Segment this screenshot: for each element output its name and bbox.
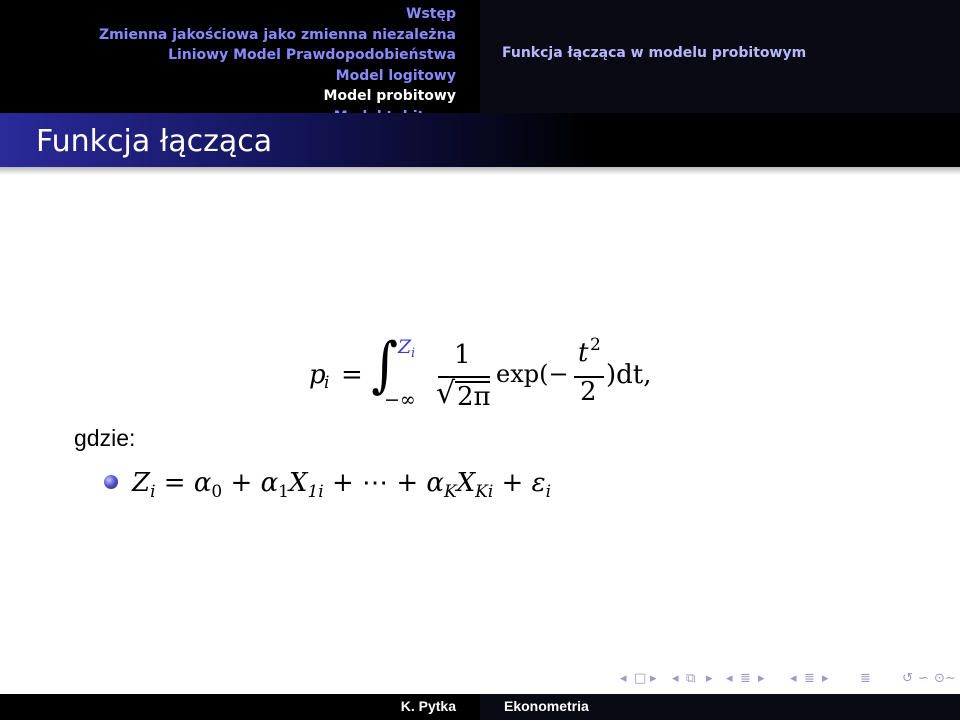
nav-zoom-icon[interactable]: ⊙∼ <box>934 671 956 686</box>
eq-sqrt-sign: √ <box>436 376 456 411</box>
x-1-sub: 1i <box>307 482 324 502</box>
nav-prev-section-icon[interactable]: ◂ <box>726 671 733 686</box>
plus-2: + <box>493 468 532 498</box>
alpha-k: α <box>426 468 444 498</box>
x-k: X <box>456 468 476 498</box>
nav-prev-frame-icon[interactable]: ◂ <box>620 671 627 686</box>
eq-integral-sign: ∫ <box>371 330 398 400</box>
bullet-icon <box>104 475 118 489</box>
eq-lower-limit: −∞ <box>384 389 416 411</box>
eq-lhs-p: p <box>309 360 326 390</box>
nav-section-wstep[interactable]: Wstęp <box>406 6 456 22</box>
x-1: X <box>288 468 308 498</box>
alpha-1: α <box>260 468 279 498</box>
plus-1: + <box>222 468 261 498</box>
eq-upper-limit-sub: i <box>411 346 416 361</box>
z-sub: i <box>150 482 156 502</box>
nav-next-subsection-icon[interactable]: ▸ <box>706 671 713 686</box>
nav-document-icon[interactable]: ≣ <box>804 671 815 686</box>
alpha-0-sub: 0 <box>211 482 223 502</box>
frame-title: Funkcja łącząca <box>36 124 273 159</box>
nav-prev-document-icon[interactable]: ◂ <box>790 671 797 686</box>
nav-section-model-logitowy[interactable]: Model logitowy <box>335 67 456 84</box>
nav-subsection-icon[interactable]: ⧉ <box>686 671 696 686</box>
gdzie-label: gdzie: <box>74 425 136 451</box>
x-k-sub: Ki <box>475 482 494 502</box>
plus-dots-plus: + ⋯ + <box>323 468 427 498</box>
nav-section-zmienna-jakosciowa[interactable]: Zmienna jakościowa jako zmienna niezależna <box>98 26 456 43</box>
eq-upper-limit: Z <box>398 336 412 358</box>
epsilon-sub: i <box>545 482 552 502</box>
eq-frac1-numerator: 1 <box>454 340 471 370</box>
nav-back-icon[interactable]: ↺ <box>902 671 913 686</box>
footer-title: Ekonometria <box>504 698 589 714</box>
alpha-1-sub: 1 <box>278 482 289 502</box>
nav-frame-icon[interactable]: □ <box>634 671 647 686</box>
eq-equals: = <box>341 360 363 390</box>
alpha-k-sub: K <box>443 482 457 502</box>
eq-frac1-denominator: 2π <box>457 382 491 412</box>
footer-author: K. Pytka <box>400 698 456 714</box>
footer-title-box <box>480 694 960 720</box>
eq-frac2-numerator: t <box>578 338 589 368</box>
z-definition <box>132 468 551 502</box>
nav-section-icon[interactable]: ≣ <box>740 671 751 686</box>
nav-search-icon[interactable]: ∽ <box>918 671 929 686</box>
footer-author-box <box>0 694 480 720</box>
nav-next-frame-icon[interactable]: ▸ <box>650 671 657 686</box>
nav-appendix-icon[interactable]: ≣ <box>860 671 871 686</box>
nav-prev-subsection-icon[interactable]: ◂ <box>672 671 679 686</box>
eq-frac2-denominator: 2 <box>580 377 597 407</box>
epsilon: ε <box>531 468 546 498</box>
eq-exp: exp(− <box>496 360 569 388</box>
nav-subsection-current[interactable]: Funkcja łącząca w modelu probitowym <box>502 45 807 61</box>
z-equals: = <box>155 468 194 498</box>
eq-frac2-superscript: 2 <box>590 335 601 355</box>
nav-next-section-icon[interactable]: ▸ <box>758 671 765 686</box>
nav-section-model-probitowy[interactable]: Model probitowy <box>323 88 456 104</box>
eq-lhs-sub: i <box>324 373 330 393</box>
nav-section-liniowy-model[interactable]: Liniowy Model Prawdopodobieństwa <box>168 47 456 63</box>
z-var: Z <box>132 468 151 498</box>
alpha-0: α <box>193 468 212 498</box>
eq-tail: )dt, <box>606 360 652 390</box>
nav-next-document-icon[interactable]: ▸ <box>822 671 829 686</box>
beamer-navigation-symbols <box>620 668 956 694</box>
